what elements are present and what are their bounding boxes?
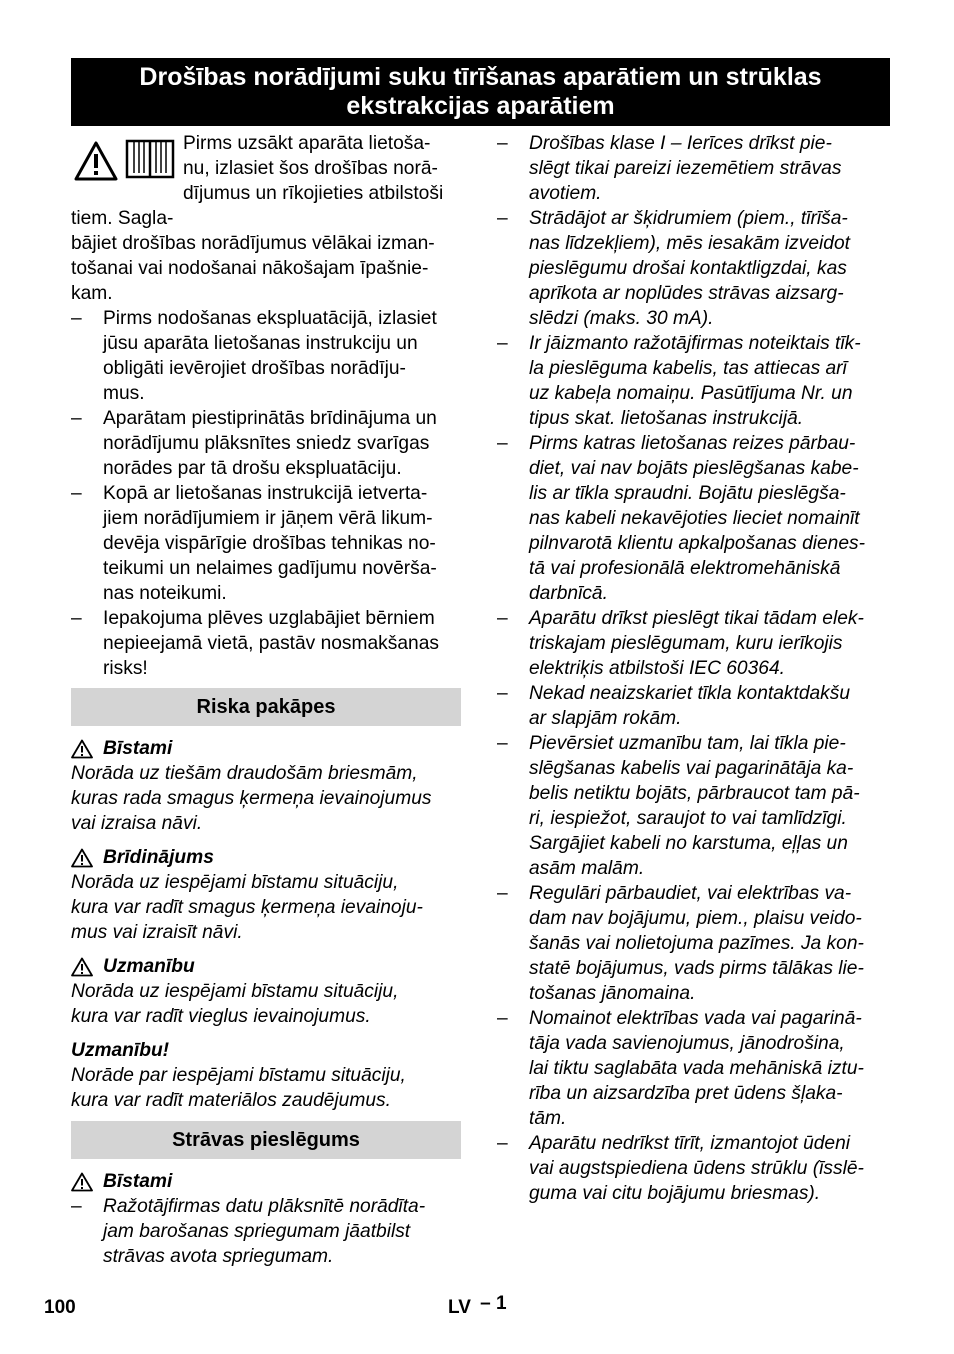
list-item-line: lis ar tīkla spraudni. Bojātu pieslēgša- bbox=[529, 483, 846, 504]
list-item-line: pieslēgumu drošai kontaktligzdai, kas bbox=[529, 258, 847, 279]
risk-level-title-text: Uzmanību! bbox=[71, 1040, 170, 1061]
list-item bbox=[497, 606, 890, 681]
risk-level-description bbox=[71, 761, 461, 836]
list-item-line: Aparātu drīkst pieslēgt tikai tādam elek- bbox=[529, 608, 864, 629]
dash-marker: – bbox=[71, 408, 82, 429]
list-item-line: norādījumu plāksnītes sniedz svarīgas bbox=[103, 433, 430, 454]
list-item bbox=[497, 431, 890, 606]
risk-level-notice bbox=[71, 1038, 461, 1113]
list-item-line: tāja vada savienojumus, jānodrošina, bbox=[529, 1033, 845, 1054]
warning-triangle-icon bbox=[71, 848, 93, 868]
risk-level-title bbox=[71, 736, 461, 761]
dash-marker: – bbox=[497, 733, 508, 754]
list-item-line: statē bojājumus, vads pirms tālākas lie- bbox=[529, 958, 864, 979]
list-item-line: triskajam pieslēgumam, kuru ierīkojis bbox=[529, 633, 843, 654]
list-item-line: jiem norādījumiem ir jāņem vērā likum- bbox=[103, 508, 433, 529]
page-suffix: – 1 bbox=[480, 1293, 507, 1314]
list-item-line: rība un aizsardzība pret ūdens šļaka- bbox=[529, 1083, 843, 1104]
list-item-line: ri, iespiežot, saraujot to vai tamlīdzīgi. bbox=[529, 808, 847, 829]
risk-level-title-text: Brīdinājums bbox=[103, 847, 214, 868]
risk-level-description bbox=[71, 870, 461, 945]
list-item-line: elektriķis atbilstoši IEC 60364. bbox=[529, 658, 785, 679]
list-item bbox=[71, 306, 461, 406]
warning-triangle-icon bbox=[71, 1172, 93, 1192]
description-line: Norāda uz iespējami bīstamu situāciju, bbox=[71, 872, 399, 893]
warning-triangle-icon bbox=[71, 957, 93, 977]
list-item bbox=[71, 606, 461, 681]
risk-level-title bbox=[71, 954, 461, 979]
intro-line: kam. bbox=[71, 283, 113, 304]
intro-line: tošanai vai nodošanai nākošajam īpašnie- bbox=[71, 258, 429, 279]
list-item-line: Pievērsiet uzmanību tam, lai tīkla pie- bbox=[529, 733, 846, 754]
list-item-line: strāvas avota spriegumam. bbox=[103, 1246, 334, 1267]
intro-icons bbox=[71, 133, 183, 183]
dash-marker: – bbox=[497, 683, 508, 704]
description-line: kura var radīt vieglus ievainojumus. bbox=[71, 1006, 371, 1027]
page-title-line-2: ekstrakcijas aparātiem bbox=[346, 92, 615, 120]
list-item-line: tipus skat. lietošanas instrukcijā. bbox=[529, 408, 804, 429]
list-item-line: risks! bbox=[103, 658, 148, 679]
list-item-line: nas līdzekļiem), mēs iesakām izveidot bbox=[529, 233, 850, 254]
page-number: 100 bbox=[44, 1297, 76, 1318]
list-item-line: Sargājiet kabeli no karstuma, eļļas un bbox=[529, 833, 848, 854]
right-column bbox=[497, 131, 890, 1206]
list-item-line: Strādājot ar šķidrumiem (piem., tīrīša- bbox=[529, 208, 848, 229]
list-item bbox=[497, 331, 890, 431]
description-line: Norāde par iespējami bīstamu situāciju, bbox=[71, 1065, 406, 1086]
description-line: mus vai izraisīt nāvi. bbox=[71, 922, 243, 943]
warning-triangle-icon bbox=[74, 141, 118, 181]
list-item-line: dam nav bojājumu, piem., plaisu veido- bbox=[529, 908, 862, 929]
list-item-line: teikumi un nelaimes gadījumu novērša- bbox=[103, 558, 437, 579]
risk-level-description bbox=[71, 1063, 461, 1113]
list-item bbox=[71, 481, 461, 606]
list-item-line: Aparātu nedrīkst tīrīt, izmantojot ūdeni bbox=[529, 1133, 851, 1154]
dash-marker: – bbox=[71, 308, 82, 329]
power-danger-block bbox=[71, 1169, 461, 1269]
list-item-line: slēgšanas kabelis vai pagarinātāja ka- bbox=[529, 758, 854, 779]
dash-marker: – bbox=[497, 608, 508, 629]
risk-level-description bbox=[71, 979, 461, 1029]
dash-marker: – bbox=[497, 433, 508, 454]
list-item-line: Aparātam piestiprinātās brīdinājuma un bbox=[103, 408, 437, 429]
description-line: kura var radīt materiālos zaudējumus. bbox=[71, 1090, 391, 1111]
list-item-line: belis netiktu bojāts, pārbraucot tam pā- bbox=[529, 783, 860, 804]
risk-level-caution bbox=[71, 954, 461, 1029]
list-item-line: Kopā ar lietošanas instrukcijā ietverta- bbox=[103, 483, 428, 504]
list-item bbox=[71, 406, 461, 481]
electrical-safety-list bbox=[497, 131, 890, 1206]
dash-marker: – bbox=[497, 1133, 508, 1154]
list-item bbox=[497, 206, 890, 331]
list-item-line: Pirms katras lietošanas reizes pārbau- bbox=[529, 433, 856, 454]
list-item bbox=[497, 1006, 890, 1131]
list-item-line: tā vai profesionālā elektromehāniskā bbox=[529, 558, 841, 579]
list-item-line: tām. bbox=[529, 1108, 567, 1129]
dash-marker: – bbox=[497, 883, 508, 904]
intro-line: Pirms uzsākt aparāta lietoša- bbox=[183, 133, 431, 154]
description-line: kura var radīt smagus ķermeņa ievainoju- bbox=[71, 897, 423, 918]
list-item-line: Regulāri pārbaudiet, vai elektrības va- bbox=[529, 883, 852, 904]
description-line: vai izraisa nāvi. bbox=[71, 813, 203, 834]
dash-marker: – bbox=[497, 133, 508, 154]
page-title bbox=[71, 58, 890, 126]
risk-level-title-text: Uzmanību bbox=[103, 956, 195, 977]
list-item bbox=[497, 1131, 890, 1206]
list-item-line: Iepakojuma plēves uzglabājiet bērniem bbox=[103, 608, 435, 629]
dash-marker: – bbox=[71, 608, 82, 629]
list-item-line: obligāti ievērojiet drošības norādīju- bbox=[103, 358, 406, 379]
list-item-line: jam barošanas spriegumam jāatbilst bbox=[103, 1221, 411, 1242]
list-item-line: nas noteikumi. bbox=[103, 583, 227, 604]
list-item-line: vai augstspiediena ūdens strūklu (īsslē- bbox=[529, 1158, 864, 1179]
list-item-line: lai tiktu saglabāta vada mehāniskā iztu- bbox=[529, 1058, 864, 1079]
list-item-line: Ražotājfirmas datu plāksnītē norādīta- bbox=[103, 1196, 426, 1217]
intro-line: nu, izlasiet šos drošības norā- bbox=[183, 158, 438, 179]
list-item-line: Drošības klase I – Ierīces drīkst pie- bbox=[529, 133, 832, 154]
list-item bbox=[71, 1194, 461, 1269]
list-item-line: darbnīcā. bbox=[529, 583, 608, 604]
power-danger-list bbox=[71, 1194, 461, 1269]
list-item bbox=[497, 881, 890, 1006]
dash-marker: – bbox=[71, 1196, 82, 1217]
list-item-line: diet, vai nav bojāts pieslēgšanas kabe- bbox=[529, 458, 859, 479]
section-heading-risk-levels: Riska pakāpes bbox=[71, 688, 461, 726]
list-item-line: aprīkota ar noplūdes strāvas aizsarg- bbox=[529, 283, 844, 304]
list-item-line: guma vai citu bojājumu briesmas). bbox=[529, 1183, 821, 1204]
risk-level-warning bbox=[71, 845, 461, 945]
risk-level-title bbox=[71, 845, 461, 870]
warning-triangle-icon bbox=[71, 739, 93, 759]
risk-level-title-text: Bīstami bbox=[103, 1171, 173, 1192]
list-item-line: ar slapjām rokām. bbox=[529, 708, 682, 729]
dash-marker: – bbox=[497, 1008, 508, 1029]
list-item-line: la pieslēguma kabelis, tas attiecas arī bbox=[529, 358, 847, 379]
list-item bbox=[497, 731, 890, 881]
list-item-line: Ir jāizmanto ražotājfirmas noteiktais tīk- bbox=[529, 333, 861, 354]
list-item-line: devēja vispārīgie drošības tehnikas no- bbox=[103, 533, 436, 554]
risk-level-title bbox=[71, 1169, 461, 1194]
list-item-line: Nomainot elektrības vada vai pagarinā- bbox=[529, 1008, 862, 1029]
dash-marker: – bbox=[497, 333, 508, 354]
left-column bbox=[71, 131, 461, 1269]
list-item-line: uz kabeļa nomaiņu. Pasūtījuma Nr. un bbox=[529, 383, 853, 404]
list-item-line: nepieejamā vietā, pastāv nosmakšanas bbox=[103, 633, 439, 654]
dash-marker: – bbox=[71, 483, 82, 504]
list-item-line: mus. bbox=[103, 383, 145, 404]
list-item-line: tošanas jānomaina. bbox=[529, 983, 696, 1004]
list-item-line: slēgt tikai pareizi iezemētiem strāvas bbox=[529, 158, 842, 179]
section-heading-power-connection: Strāvas pieslēgums bbox=[71, 1121, 461, 1159]
list-item-line: asām malām. bbox=[529, 858, 645, 879]
risk-level-danger bbox=[71, 736, 461, 836]
description-line: Norāda uz tiešām draudošām briesmām, bbox=[71, 763, 418, 784]
list-item-line: Nekad neaizskariet tīkla kontaktdakšu bbox=[529, 683, 851, 704]
general-safety-list bbox=[71, 306, 461, 681]
dash-marker: – bbox=[497, 208, 508, 229]
list-item bbox=[497, 681, 890, 731]
risk-level-title-text: Bīstami bbox=[103, 738, 173, 759]
list-item-line: avotiem. bbox=[529, 183, 602, 204]
list-item bbox=[497, 131, 890, 206]
list-item-line: nas kabeli nekavējoties lieciet nomainīt bbox=[529, 508, 860, 529]
description-line: kuras rada smagus ķermeņa ievainojumus bbox=[71, 788, 432, 809]
list-item-line: norādes par tā drošu ekspluatāciju. bbox=[103, 458, 402, 479]
language-code: LV bbox=[448, 1297, 471, 1318]
list-item-line: pilnvarotā klientu apkalpošanas dienes- bbox=[529, 533, 865, 554]
list-item-line: jūsu aparāta lietošanas instrukciju un bbox=[103, 333, 418, 354]
list-item-line: šanās vai nolietojuma pazīmes. Ja kon- bbox=[529, 933, 864, 954]
open-book-icon bbox=[125, 139, 175, 179]
intro-paragraph bbox=[71, 131, 461, 306]
page-language-label bbox=[448, 1293, 507, 1319]
list-item-line: slēdzi (maks. 30 mA). bbox=[529, 308, 714, 329]
page-title-line-1: Drošības norādījumi suku tīrīšanas aparātiem un strūklas bbox=[139, 63, 822, 91]
description-line: Norāda uz iespējami bīstamu situāciju, bbox=[71, 981, 399, 1002]
intro-line: bājiet drošības norādījumus vēlākai izman- bbox=[71, 233, 435, 254]
list-item-line: Pirms nodošanas ekspluatācijā, izlasiet bbox=[103, 308, 437, 329]
intro-line: dījumus un rīkojieties atbilstoši tiem. Sagla- bbox=[71, 183, 444, 229]
